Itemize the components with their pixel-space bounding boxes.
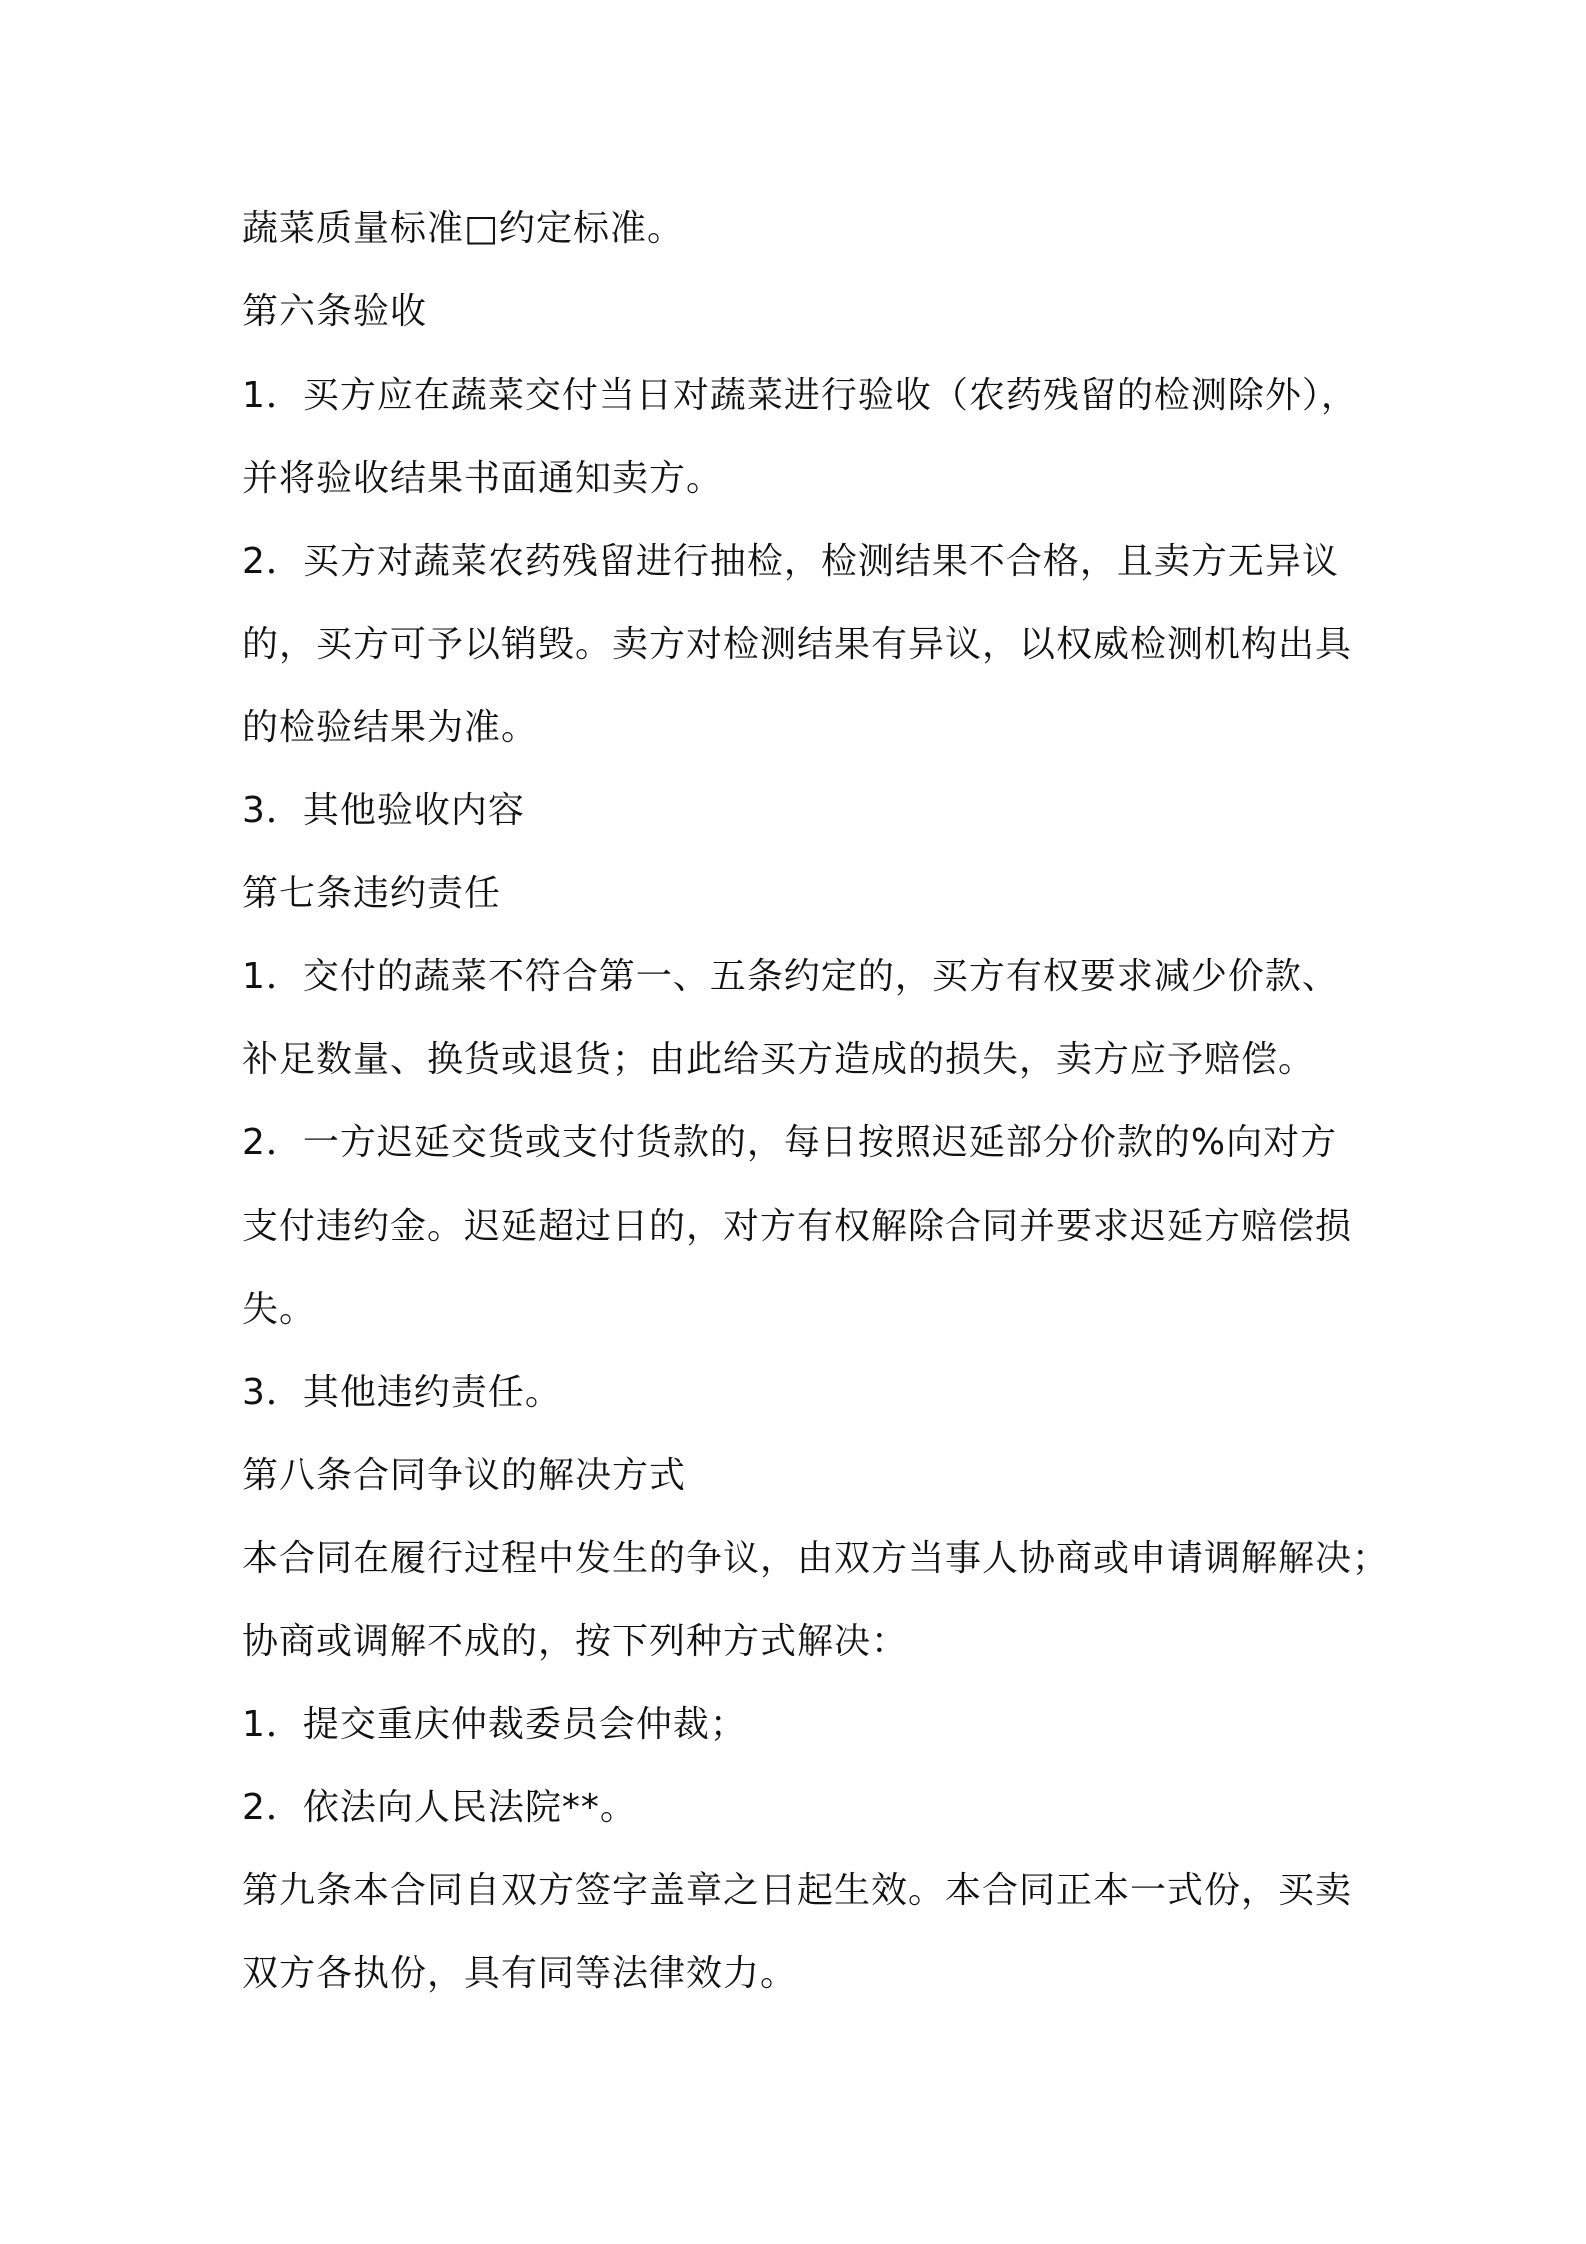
article-7-clause-2-line-1: 2．一方迟延交货或支付货款的，每日按照迟延部分价款的%向对方 bbox=[242, 1122, 1338, 1163]
article-9-line-1: 第九条本合同自双方签字盖章之日起生效。本合同正本一式份，买卖 bbox=[242, 1870, 1353, 1911]
article-7-heading: 第七条违约责任 bbox=[242, 873, 502, 914]
article-8-option-1: 1．提交重庆仲裁委员会仲裁； bbox=[242, 1704, 747, 1745]
article-7-clause-1-line-2: 补足数量、换货或退货；由此给买方造成的损失，卖方应予赔偿。 bbox=[242, 1039, 1316, 1080]
article-6-heading: 第六条验收 bbox=[242, 291, 428, 332]
article-8-body-line-2: 协商或调解不成的，按下列种方式解决： bbox=[242, 1621, 909, 1662]
article-6-clause-3: 3．其他验收内容 bbox=[242, 790, 525, 831]
article-7-clause-2-line-3: 失。 bbox=[242, 1289, 317, 1330]
article-6-clause-2-line-1: 2．买方对蔬菜农药残留进行抽检，检测结果不合格，且卖方无异议 bbox=[242, 541, 1339, 582]
article-6-clause-2-line-3: 的检验结果为准。 bbox=[242, 707, 539, 748]
quality-standard-line: 蔬菜质量标准□约定标准。 bbox=[242, 208, 685, 249]
article-8-option-2: 2．依法向人民法院**。 bbox=[242, 1787, 637, 1828]
article-6-clause-1-line-1: 1．买方应在蔬菜交付当日对蔬菜进行验收（农药残留的检测除外）， bbox=[242, 375, 1358, 416]
article-7-clause-3: 3．其他违约责任。 bbox=[242, 1372, 562, 1413]
article-7-clause-2-line-2: 支付违约金。迟延超过日的，对方有权解除合同并要求迟延方赔偿损 bbox=[242, 1206, 1353, 1247]
article-8-heading: 第八条合同争议的解决方式 bbox=[242, 1455, 687, 1496]
article-6-clause-1-line-2: 并将验收结果书面通知卖方。 bbox=[242, 458, 724, 499]
article-9-line-2: 双方各执份，具有同等法律效力。 bbox=[242, 1953, 798, 1994]
article-8-body-line-1: 本合同在履行过程中发生的争议，由双方当事人协商或申请调解解决； bbox=[242, 1538, 1390, 1579]
article-6-clause-2-line-2: 的，买方可予以销毁。卖方对检测结果有异议，以权威检测机构出具 bbox=[242, 624, 1353, 665]
article-7-clause-1-line-1: 1．交付的蔬菜不符合第一、五条约定的，买方有权要求减少价款、 bbox=[242, 956, 1339, 997]
